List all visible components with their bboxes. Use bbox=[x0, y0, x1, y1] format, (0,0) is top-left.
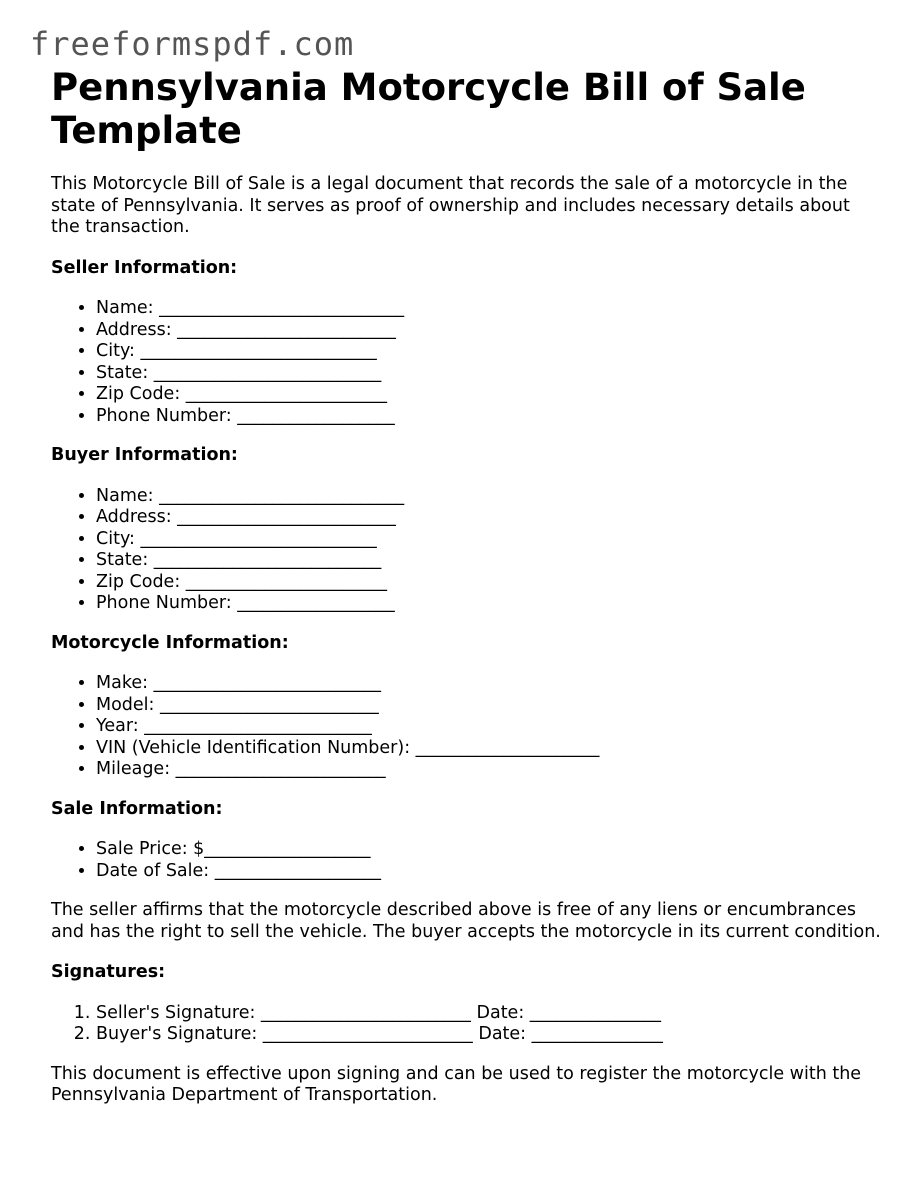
buyer-state-field: • State: __________________________ bbox=[96, 550, 881, 572]
buyer-zip-field: • Zip Code: _______________________ bbox=[96, 572, 881, 594]
seller-phone-field: • Phone Number: __________________ bbox=[96, 406, 881, 428]
watermark-text: freeformspdf.com bbox=[30, 25, 355, 63]
document-body bbox=[51, 66, 881, 1126]
motorcycle-fields-list bbox=[51, 673, 881, 781]
motorcycle-heading: Motorcycle Information: bbox=[51, 632, 289, 653]
sale-heading: Sale Information: bbox=[51, 798, 223, 819]
seller-signature-line: 1. Seller's Signature: ________________________ Date: _______________ bbox=[96, 1003, 881, 1025]
signatures-list bbox=[51, 1003, 881, 1046]
sale-fields-list bbox=[51, 839, 881, 882]
motorcycle-model-field: • Model: _________________________ bbox=[96, 695, 881, 717]
seller-city-field: • City: ___________________________ bbox=[96, 341, 881, 363]
sale-price-field: • Sale Price: $___________________ bbox=[96, 839, 881, 861]
buyer-address-field: • Address: _________________________ bbox=[96, 507, 881, 529]
buyer-heading: Buyer Information: bbox=[51, 445, 238, 465]
sale-date-field: • Date of Sale: ___________________ bbox=[96, 861, 881, 883]
closing-paragraph: This document is effective upon signing and can be used to register the motorcycle with the Pennsylvania Department of Transportation. bbox=[51, 1063, 862, 1105]
motorcycle-mileage-field: • Mileage: ________________________ bbox=[96, 759, 881, 781]
seller-fields-list bbox=[51, 298, 881, 427]
buyer-name-field: • Name: ____________________________ bbox=[96, 486, 881, 508]
intro-paragraph: This Motorcycle Bill of Sale is a legal document that records the sale of a motorcycle in the state of Pennsylvania. It serves as proof of ownership and includes necessary details about the transaction. bbox=[51, 174, 850, 237]
seller-state-field: • State: __________________________ bbox=[96, 363, 881, 385]
seller-address-field: • Address: _________________________ bbox=[96, 320, 881, 342]
seller-heading: Seller Information: bbox=[51, 257, 238, 278]
seller-name-field: • Name: ____________________________ bbox=[96, 298, 881, 320]
motorcycle-year-field: • Year: __________________________ bbox=[96, 716, 881, 738]
buyer-city-field: • City: ___________________________ bbox=[96, 529, 881, 551]
buyer-signature-line: 2. Buyer's Signature: ________________________ Date: _______________ bbox=[96, 1024, 881, 1046]
buyer-fields-list bbox=[51, 486, 881, 615]
motorcycle-make-field: • Make: __________________________ bbox=[96, 673, 881, 695]
seller-zip-field: • Zip Code: _______________________ bbox=[96, 384, 881, 406]
affirmation-paragraph: The seller affirms that the motorcycle described above is free of any liens or encumbrances and has the right to sell the vehicle. The buyer accepts the motorcycle in its current condition. bbox=[51, 900, 881, 942]
signatures-heading: Signatures: bbox=[51, 962, 166, 982]
motorcycle-vin-field: • VIN (Vehicle Identification Number): _____________________ bbox=[96, 738, 881, 760]
buyer-phone-field: • Phone Number: __________________ bbox=[96, 593, 881, 615]
document-title: Pennsylvania Motorcycle Bill of Sale Template bbox=[51, 66, 806, 152]
